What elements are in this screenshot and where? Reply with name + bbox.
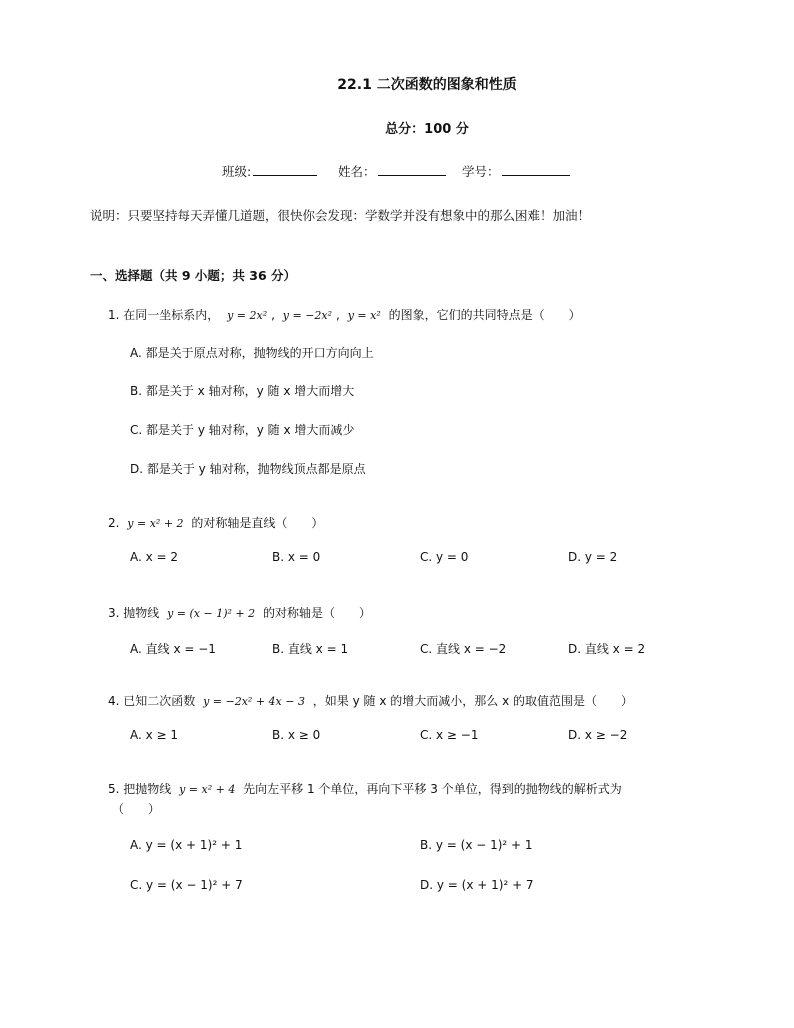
q3-option-d[interactable]: D. 直线 x = 2 xyxy=(568,642,646,656)
class-blank xyxy=(253,163,317,176)
q2-option-b[interactable]: B. x = 0 xyxy=(272,550,321,564)
instructions: 说明：只要坚持每天弄懂几道题，很快你会发现：学数学并没有想象中的那么困难！加油！ xyxy=(90,208,591,223)
q2-option-a[interactable]: A. x = 2 xyxy=(130,550,179,564)
question-5 xyxy=(108,780,622,797)
question-1: 1. 在同一坐标系内， y = 2x² , y = −2x² , y = x² 的图象，它们的共同特点是（ ） xyxy=(108,308,581,322)
formula: y = −2x² xyxy=(282,309,333,322)
q2-option-c[interactable]: C. y = 0 xyxy=(420,550,469,564)
section-heading: 一、选择题（共 9 小题；共 36 分） xyxy=(90,268,297,283)
question-5-text: 先向左平移 1 个单位，再向下平移 3 个单位，得到的抛物线的解析式为 xyxy=(243,782,622,796)
class-label: 班级: xyxy=(222,164,252,179)
q3-option-c[interactable]: C. 直线 x = −2 xyxy=(420,642,507,656)
id-blank xyxy=(502,163,570,176)
name-label: 姓名： xyxy=(338,164,376,179)
q1-option-a[interactable]: A. 都是关于原点对称，抛物线的开口方向向上 xyxy=(130,346,374,360)
question-2 xyxy=(108,514,323,531)
class-field xyxy=(222,162,317,180)
q5-option-b[interactable]: B. y = (x − 1)² + 1 xyxy=(420,838,533,852)
q4-option-a[interactable]: A. x ≥ 1 xyxy=(130,728,179,742)
q1-option-c[interactable]: C. 都是关于 y 轴对称，y 随 x 增大而减少 xyxy=(130,423,355,437)
q2-option-d[interactable]: D. y = 2 xyxy=(568,550,618,564)
id-field xyxy=(462,162,570,180)
q5-option-d[interactable]: D. y = (x + 1)² + 7 xyxy=(420,878,534,892)
formula: y = (x − 1)² + 2 xyxy=(167,607,256,620)
question-1-text: 1. 在同一坐标系内， xyxy=(108,308,220,322)
question-2-text: 的对称轴是直线（ xyxy=(191,516,288,530)
question-2-text: 2. xyxy=(108,516,120,530)
formula: y = 2x² xyxy=(227,309,268,322)
q1-option-b[interactable]: B. 都是关于 x 轴对称，y 随 x 增大而增大 xyxy=(130,384,355,398)
page-title: 22.1 二次函数的图象和性质 xyxy=(337,77,517,93)
answer-paren: ） xyxy=(358,606,371,620)
q4-option-c[interactable]: C. x ≥ −1 xyxy=(420,728,479,742)
formula: y = x² xyxy=(347,309,381,322)
q4-option-b[interactable]: B. x ≥ 0 xyxy=(272,728,321,742)
formula: y = x² + 4 xyxy=(179,783,236,796)
name-blank xyxy=(378,163,446,176)
q3-option-b[interactable]: B. 直线 x = 1 xyxy=(272,642,349,656)
q1-option-d[interactable]: D. 都是关于 y 轴对称，抛物线顶点都是原点 xyxy=(130,462,366,476)
answer-paren: （ ） xyxy=(112,802,161,816)
q3-option-a[interactable]: A. 直线 x = −1 xyxy=(130,642,216,656)
question-4-text: 4. 已知二次函数 xyxy=(108,694,196,708)
answer-paren: ） xyxy=(621,694,634,708)
answer-paren: ） xyxy=(311,516,324,530)
answer-paren: ） xyxy=(568,308,581,322)
q5-option-c[interactable]: C. y = (x − 1)² + 7 xyxy=(130,878,243,892)
question-3-text: 3. 抛物线 xyxy=(108,606,160,620)
question-4-text: ，如果 y 随 x 的增大而减小，那么 x 的取值范围是（ xyxy=(312,694,597,708)
id-label: 学号： xyxy=(462,164,500,179)
formula: y = −2x² + 4x − 3 xyxy=(203,695,305,708)
question-1-text: 的图象，它们的共同特点是（ xyxy=(388,308,545,322)
name-field xyxy=(338,162,446,180)
total-score: 总分：100 分 xyxy=(385,122,469,137)
question-3 xyxy=(108,604,371,621)
question-5-text: 5. 把抛物线 xyxy=(108,782,172,796)
q5-option-a[interactable]: A. y = (x + 1)² + 1 xyxy=(130,838,243,852)
formula: y = x² + 2 xyxy=(127,517,184,530)
question-4 xyxy=(108,692,633,709)
question-3-text: 的对称轴是（ xyxy=(262,606,335,620)
q4-option-d[interactable]: D. x ≥ −2 xyxy=(568,728,628,742)
